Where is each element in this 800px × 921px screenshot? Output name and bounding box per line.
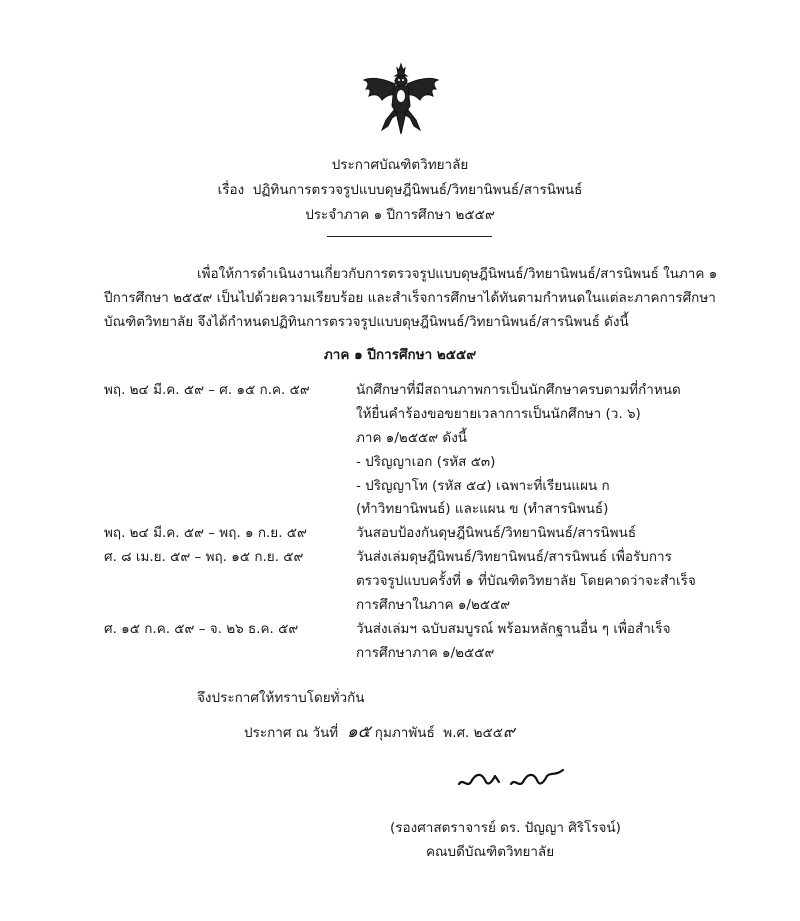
announce-year-prefix: พ.ศ. ๒๕๕ <box>443 725 503 741</box>
schedule-desc-line: ให้ยื่นคำร้องขอขยายเวลาการเป็นนักศึกษา (ว. ๖) <box>356 406 641 422</box>
schedule-desc-line: (ทำวิทยานิพนธ์) และแผน ข (ทำสารนิพนธ์) <box>356 501 609 517</box>
announce-day: ๑๕ <box>346 722 371 742</box>
signature-icon <box>455 762 575 794</box>
section-title: ภาค ๑ ปีการศึกษา ๒๕๕๙ <box>323 347 477 363</box>
schedule-desc-line: วันสอบป้องกันดุษฎีนิพนธ์/วิทยานิพนธ์/สารนิพนธ์ <box>356 525 637 541</box>
schedule-desc-line: - ปริญญาโท (รหัส ๕๔) เฉพาะที่เรียนแผน ก <box>356 478 610 494</box>
schedule-desc-line: การศึกษาในภาค ๑/๒๕๕๙ <box>356 597 511 613</box>
announce-date-line <box>244 718 515 745</box>
announce-month: กุมภาพันธ์ <box>374 725 435 741</box>
schedule-desc-line: การศึกษาภาค ๑/๒๕๕๙ <box>356 645 495 661</box>
schedule-desc-line: วันส่งเล่มดุษฎีนิพนธ์/วิทยานิพนธ์/สารนิพนธ์ เพื่อรับการ <box>356 549 672 565</box>
announcement-org: ประกาศบัณฑิตวิทยาลัย <box>331 157 469 173</box>
announce-prefix: ประกาศ ณ วันที่ <box>244 725 339 741</box>
schedule-date: ศ. ๘ เม.ย. ๕๙ – พฤ. ๑๕ ก.ย. ๕๙ <box>104 549 304 565</box>
subject-prefix: เรื่อง <box>217 182 245 198</box>
header-divider <box>327 236 492 237</box>
term-line: ประจำภาค ๑ ปีการศึกษา ๒๕๕๙ <box>305 207 495 223</box>
schedule-desc-line: ตรวจรูปแบบครั้งที่ ๑ ที่บัณฑิตวิทยาลัย โดยคาดว่าจะสำเร็จ <box>356 573 696 589</box>
announce-year-digit: ๙ <box>502 722 515 741</box>
schedule-desc-line: - ปริญญาเอก (รหัส ๕๓) <box>356 454 496 470</box>
signatory-name: (รองศาสตราจารย์ ดร. ปัญญา ศิริโรจน์) <box>390 820 621 836</box>
schedule-date: ศ. ๑๕ ก.ค. ๕๙ – จ. ๒๖ ธ.ค. ๕๙ <box>104 621 299 637</box>
schedule-desc-line: นักศึกษาที่มีสถานภาพการเป็นนักศึกษาครบตามที่กำหนด <box>356 382 681 398</box>
schedule-date: พฤ. ๒๔ มี.ค. ๕๙ – ศ. ๑๕ ก.ค. ๕๙ <box>104 382 310 398</box>
signatory-position: คณบดีบัณฑิตวิทยาลัย <box>426 844 555 860</box>
schedule-desc-line: ภาค ๑/๒๕๕๙ ดังนี้ <box>356 430 468 446</box>
schedule-desc-line: วันส่งเล่มฯ ฉบับสมบูรณ์ พร้อมหลักฐานอื่น ๆ เพื่อสำเร็จ <box>356 621 671 637</box>
intro-line-2: ปีการศึกษา ๒๕๕๙ เป็นไปด้วยความเรียบร้อย และสำเร็จการศึกษาได้ทันตามกำหนดในแต่ละภาคการศึกษา <box>104 290 716 306</box>
schedule-date: พฤ. ๒๔ มี.ค. ๕๙ – พฤ. ๑ ก.ย. ๕๙ <box>104 525 307 541</box>
closing-text: จึงประกาศให้ทราบโดยทั่วกัน <box>197 690 365 706</box>
garuda-emblem-icon <box>362 62 440 138</box>
subject-line <box>0 178 800 200</box>
intro-line-3: บัณฑิตวิทยาลัย จึงได้กำหนดปฏิทินการตรวจรูปแบบดุษฎีนิพนธ์/วิทยานิพนธ์/สารนิพนธ์ ดังนี้ <box>104 314 629 330</box>
subject-text: ปฏิทินการตรวจรูปแบบดุษฎีนิพนธ์/วิทยานิพนธ์/สารนิพนธ์ <box>252 182 583 198</box>
intro-line-1: เพื่อให้การดำเนินงานเกี่ยวกับการตรวจรูปแบบดุษฎีนิพนธ์/วิทยานิพนธ์/สารนิพนธ์ ในภาค ๑ <box>197 266 718 282</box>
